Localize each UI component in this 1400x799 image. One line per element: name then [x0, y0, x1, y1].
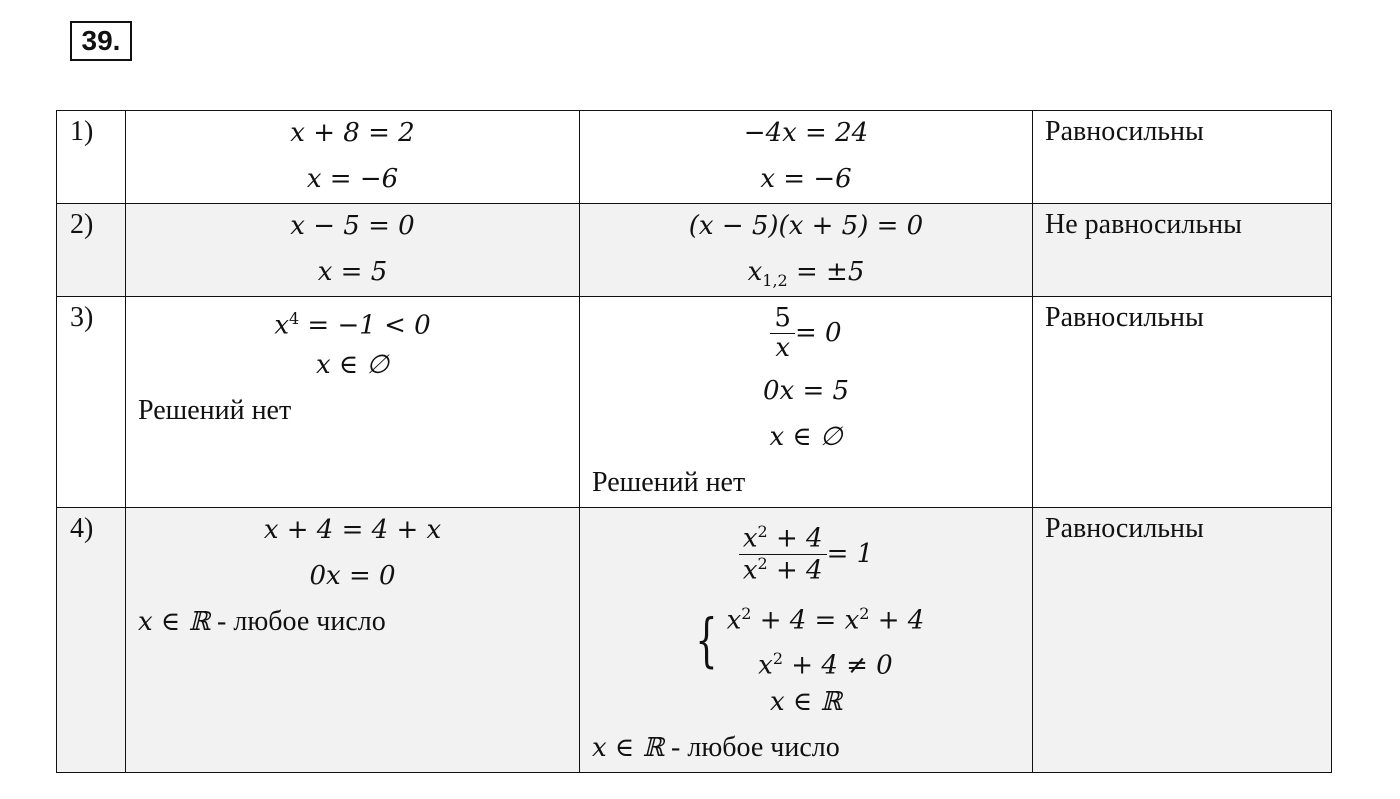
note: Решений нет	[138, 395, 292, 426]
equation: 0x = 0	[309, 561, 396, 591]
right-cell	[580, 204, 1033, 297]
equation: x = 5	[317, 257, 388, 287]
brace-icon: {	[695, 606, 718, 674]
left-cell	[126, 508, 580, 773]
table-row	[57, 508, 1332, 773]
equation: x = −6	[306, 164, 399, 194]
left-cell	[126, 204, 580, 297]
table-row	[57, 111, 1332, 204]
fraction-equation: $\frac{5}{x}$ = 0	[580, 297, 1032, 369]
row-index: 4)	[70, 513, 94, 544]
left-cell	[126, 111, 580, 204]
table-row	[57, 297, 1332, 508]
equation: x − 5 = 0	[290, 211, 415, 241]
equation: x ∈ ∅	[769, 422, 843, 452]
note: x ∈ ℝ - любое число	[592, 732, 840, 763]
equation: −4x = 24	[743, 118, 869, 148]
equation: x + 4 = 4 + x	[263, 515, 442, 545]
verdict: Равносильны	[1045, 116, 1204, 147]
fraction-equation: $\frac{x^2 + 4}{x^2 + 4}$ = 1	[580, 508, 1032, 600]
equation: x ∈ ℝ	[769, 687, 843, 717]
equation: (x − 5)(x + 5) = 0	[688, 211, 924, 241]
equation: x ∈ ∅	[315, 350, 390, 380]
verdict: Равносильны	[1045, 513, 1204, 544]
equation-system: { $x^2 + 4 = x^2 + 4$ $x^2 + 4 \ne 0$	[695, 604, 925, 681]
problem-number: 39.	[70, 21, 132, 61]
equation: 0x = 5	[762, 376, 850, 406]
equations-table	[56, 110, 1332, 773]
verdict: Не равносильны	[1045, 209, 1242, 240]
equation: $x_{1,2} = \pm 5$	[747, 257, 865, 291]
table-row	[57, 204, 1332, 297]
right-cell	[580, 508, 1033, 773]
row-index: 2)	[70, 209, 94, 240]
right-cell	[580, 111, 1033, 204]
left-cell	[126, 297, 580, 508]
row-index: 1)	[70, 116, 94, 147]
note: Решений нет	[592, 467, 746, 498]
right-cell	[580, 297, 1033, 508]
verdict: Равносильны	[1045, 302, 1204, 333]
equation: x + 8 = 2	[290, 118, 415, 148]
equation: $x^4 = -1 < 0$	[274, 309, 431, 341]
row-index: 3)	[70, 302, 94, 333]
equation: x = −6	[760, 164, 852, 194]
note: x ∈ ℝ - любое число	[138, 606, 386, 637]
